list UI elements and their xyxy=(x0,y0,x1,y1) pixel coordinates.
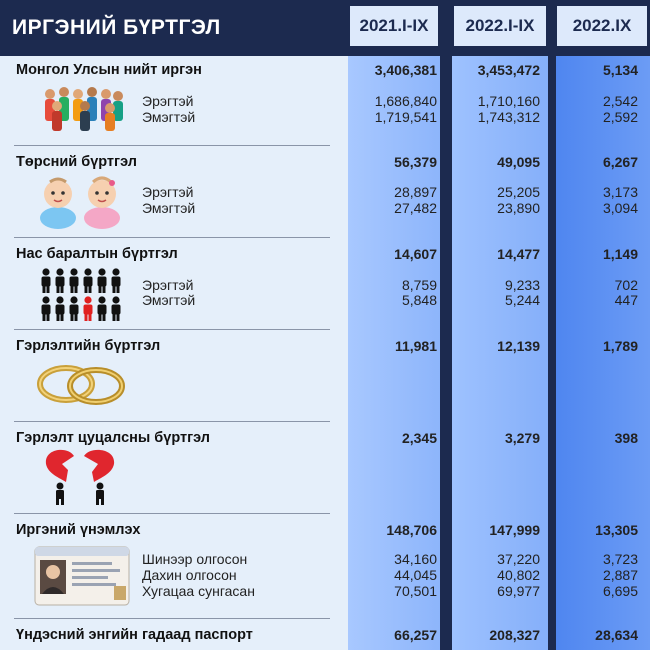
table-cell: 28,634 xyxy=(595,627,638,643)
category-label: Иргэний үнэмлэх xyxy=(16,522,141,538)
category-label: Монгол Улсын нийт иргэн xyxy=(16,62,202,78)
table-cell: 3,723 xyxy=(602,551,638,567)
table-cell: 66,257 xyxy=(394,627,437,643)
table-cell: 1,149 xyxy=(602,246,638,262)
category-label: Нас баралтын бүртгэл xyxy=(16,246,178,262)
row-separator xyxy=(14,618,330,619)
people-crowd-icon xyxy=(40,84,126,134)
table-cell: 3,453,472 xyxy=(477,62,540,78)
column-divider xyxy=(440,56,452,650)
row-separator xyxy=(14,145,330,146)
sub-label: Эмэгтэй xyxy=(142,292,196,308)
table-cell: 3,173 xyxy=(602,184,638,200)
category-label: Гэрлэлтийн бүртгэл xyxy=(16,338,161,354)
table-cell: 2,887 xyxy=(602,567,638,583)
table-cell: 23,890 xyxy=(497,200,540,216)
table-cell: 6,267 xyxy=(602,154,638,170)
sub-label: Эрэгтэй xyxy=(142,277,194,293)
wedding-rings-icon xyxy=(34,356,130,410)
table-cell: 49,095 xyxy=(497,154,540,170)
table-cell: 208,327 xyxy=(489,627,540,643)
people-silhouette-icon xyxy=(40,268,124,324)
table-cell: 70,501 xyxy=(394,583,437,599)
table-cell: 44,045 xyxy=(394,567,437,583)
row-separator xyxy=(14,329,330,330)
table-cell: 2,345 xyxy=(401,430,437,446)
column-header: 2022.I-IX xyxy=(454,6,546,46)
table-cell: 28,897 xyxy=(394,184,437,200)
column-divider xyxy=(548,56,556,650)
table-cell: 8,759 xyxy=(401,277,437,293)
table-cell: 1,743,312 xyxy=(477,109,540,125)
table-cell: 34,160 xyxy=(394,551,437,567)
sub-label: Эмэгтэй xyxy=(142,200,196,216)
table-cell: 14,607 xyxy=(394,246,437,262)
sub-label: Дахин олгосон xyxy=(142,567,237,583)
page-title: ИРГЭНИЙ БҮРТГЭЛ xyxy=(12,16,221,39)
id-card-icon xyxy=(34,546,130,606)
table-cell: 13,305 xyxy=(595,522,638,538)
table-cell: 398 xyxy=(614,430,638,446)
row-separator xyxy=(14,237,330,238)
table-cell: 702 xyxy=(614,277,638,293)
broken-heart-icon xyxy=(38,448,122,506)
row-separator xyxy=(14,513,330,514)
table-cell: 56,379 xyxy=(394,154,437,170)
table-cell: 3,094 xyxy=(602,200,638,216)
category-label: Төрсний бүртгэл xyxy=(16,154,137,170)
column-header: 2022.IX xyxy=(557,6,647,46)
table-cell: 12,139 xyxy=(497,338,540,354)
table-cell: 5,848 xyxy=(401,292,437,308)
category-label: Гэрлэлт цуцалсны бүртгэл xyxy=(16,430,210,446)
table-cell: 5,134 xyxy=(602,62,638,78)
table-cell: 37,220 xyxy=(497,551,540,567)
table-cell: 6,695 xyxy=(602,583,638,599)
table-cell: 2,542 xyxy=(602,93,638,109)
table-cell: 2,592 xyxy=(602,109,638,125)
table-cell: 1,710,160 xyxy=(477,93,540,109)
sub-label: Шинээр олгосон xyxy=(142,551,248,567)
table-cell: 1,789 xyxy=(602,338,638,354)
table-cell: 14,477 xyxy=(497,246,540,262)
table-cell: 5,244 xyxy=(504,292,540,308)
table-cell: 1,719,541 xyxy=(374,109,437,125)
table-cell: 40,802 xyxy=(497,567,540,583)
row-separator xyxy=(14,421,330,422)
column-header: 2021.I-IX xyxy=(350,6,438,46)
table-cell: 447 xyxy=(614,292,638,308)
babies-icon xyxy=(36,174,126,230)
table-cell: 3,406,381 xyxy=(374,62,437,78)
sub-label: Эрэгтэй xyxy=(142,184,194,200)
table-cell: 3,279 xyxy=(504,430,540,446)
table-cell: 27,482 xyxy=(394,200,437,216)
table-cell: 25,205 xyxy=(497,184,540,200)
table-cell: 147,999 xyxy=(489,522,540,538)
table-cell: 69,977 xyxy=(497,583,540,599)
table-cell: 1,686,840 xyxy=(374,93,437,109)
table-cell: 9,233 xyxy=(504,277,540,293)
sub-label: Эрэгтэй xyxy=(142,93,194,109)
sub-label: Хугацаа сунгасан xyxy=(142,583,255,599)
table-cell: 11,981 xyxy=(394,338,437,354)
sub-label: Эмэгтэй xyxy=(142,109,196,125)
category-label: Үндэсний энгийн гадаад паспорт xyxy=(16,627,253,643)
table-cell: 148,706 xyxy=(386,522,437,538)
